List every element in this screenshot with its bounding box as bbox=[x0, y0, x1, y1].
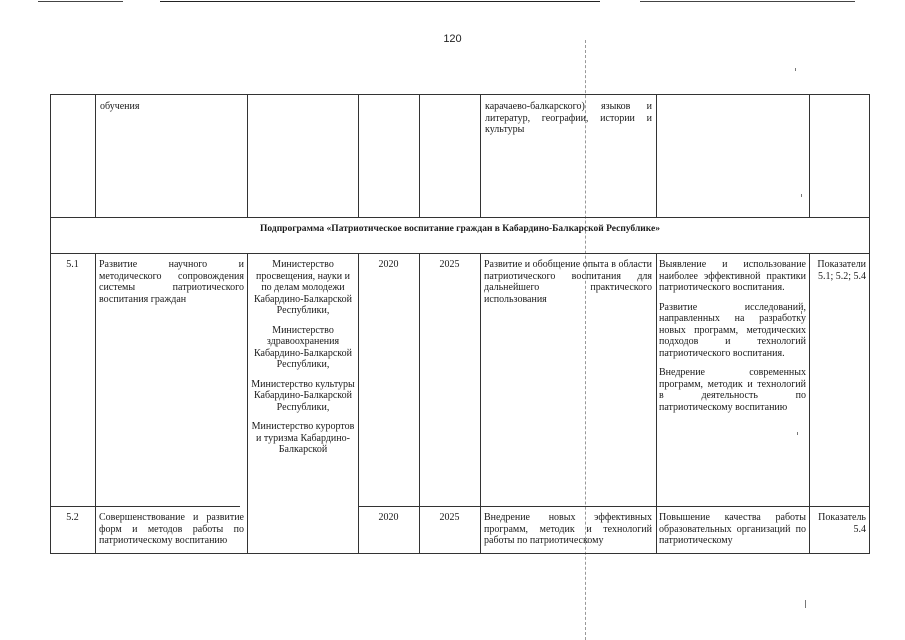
col-border bbox=[656, 94, 657, 218]
scan-speck bbox=[795, 68, 796, 71]
col-border bbox=[95, 253, 96, 554]
row-5-1-bottom bbox=[50, 506, 240, 507]
col-border bbox=[480, 253, 481, 554]
header-rule-left bbox=[38, 1, 123, 2]
result-item: Выявление и использование наиболее эффективной практики патриотического воспитания. bbox=[659, 259, 806, 293]
indicators: Показатели 5.1; 5.2; 5.4 bbox=[817, 259, 866, 282]
executor-item: Министерство курортов и туризма Кабардино-Балкарской bbox=[251, 421, 355, 455]
col-border bbox=[95, 94, 96, 218]
col-border bbox=[419, 94, 420, 218]
executor-item: Министерство просвещения, науки и по делам молодежи Кабардино-Балкарской Республики, bbox=[253, 259, 353, 316]
measure-content: Развитие и обобщение опыта в области патриотического воспитания для дальнейшего практического использования bbox=[484, 259, 652, 305]
measure-content: Внедрение новых эффективных программ, методик и технологий работы по патриотическому bbox=[484, 512, 652, 546]
expected-results bbox=[659, 259, 806, 413]
col-border bbox=[480, 94, 481, 218]
header-rule-center bbox=[160, 1, 600, 2]
col-border bbox=[869, 217, 870, 254]
subprogram-title: Подпрограмма «Патриотическое воспитание граждан в Кабардино-Балкарской Республике» bbox=[260, 224, 660, 234]
end-year: 2025 bbox=[439, 512, 460, 523]
continuation-content: карачаево-балкарского) языков и литератур, географии, истории и культуры bbox=[485, 101, 652, 135]
col-border bbox=[247, 253, 248, 554]
col-border bbox=[50, 253, 51, 554]
end-year: 2025 bbox=[439, 259, 460, 270]
row-number: 5.1 bbox=[66, 259, 79, 270]
executor-item: Министерство культуры Кабардино-Балкарской Республики, bbox=[251, 378, 355, 413]
expected-results: Повышение качества работы образовательных организаций по патриотическому bbox=[659, 512, 806, 546]
col-border bbox=[869, 94, 870, 218]
subprogram-border-bottom bbox=[50, 253, 870, 254]
table-border-top bbox=[50, 94, 870, 95]
continuation-name: обучения bbox=[100, 101, 140, 112]
row-number: 5.2 bbox=[66, 512, 79, 523]
executor-item: Министерство здравоохранения Кабардино-Балкарской Республики, bbox=[253, 324, 353, 370]
row-5-1-bottom bbox=[358, 506, 870, 507]
measure-name: Развитие научного и методического сопровождения системы патриотического воспитания граждан bbox=[99, 259, 244, 305]
result-item: Развитие исследований, направленных на разработку новых программ, методических подходов и технологий патриотического воспитания. bbox=[659, 301, 806, 359]
start-year: 2020 bbox=[378, 259, 399, 270]
start-year: 2020 bbox=[378, 512, 399, 523]
indicators: Показатель 5.4 bbox=[818, 512, 866, 535]
col-border bbox=[247, 94, 248, 218]
measure-name: Совершенствование и развитие форм и методов работы по патриотическому воспитанию bbox=[99, 512, 244, 546]
col-border bbox=[50, 94, 51, 218]
scan-speck bbox=[805, 600, 806, 608]
col-border bbox=[358, 94, 359, 218]
col-border bbox=[809, 94, 810, 218]
col-border bbox=[419, 253, 420, 554]
executors-list bbox=[251, 259, 355, 456]
table-border-bottom bbox=[50, 553, 870, 554]
col-border bbox=[656, 253, 657, 554]
program-table bbox=[50, 94, 870, 554]
subprogram-border-top bbox=[50, 217, 870, 218]
result-item: Внедрение современных программ, методик и технологий в деятельность по патриотическому воспитанию bbox=[659, 367, 806, 413]
col-border bbox=[869, 253, 870, 554]
header-rule-right bbox=[640, 1, 855, 2]
page-number: 120 bbox=[443, 33, 462, 45]
col-border bbox=[50, 217, 51, 254]
col-border bbox=[809, 253, 810, 554]
col-border bbox=[358, 253, 359, 554]
